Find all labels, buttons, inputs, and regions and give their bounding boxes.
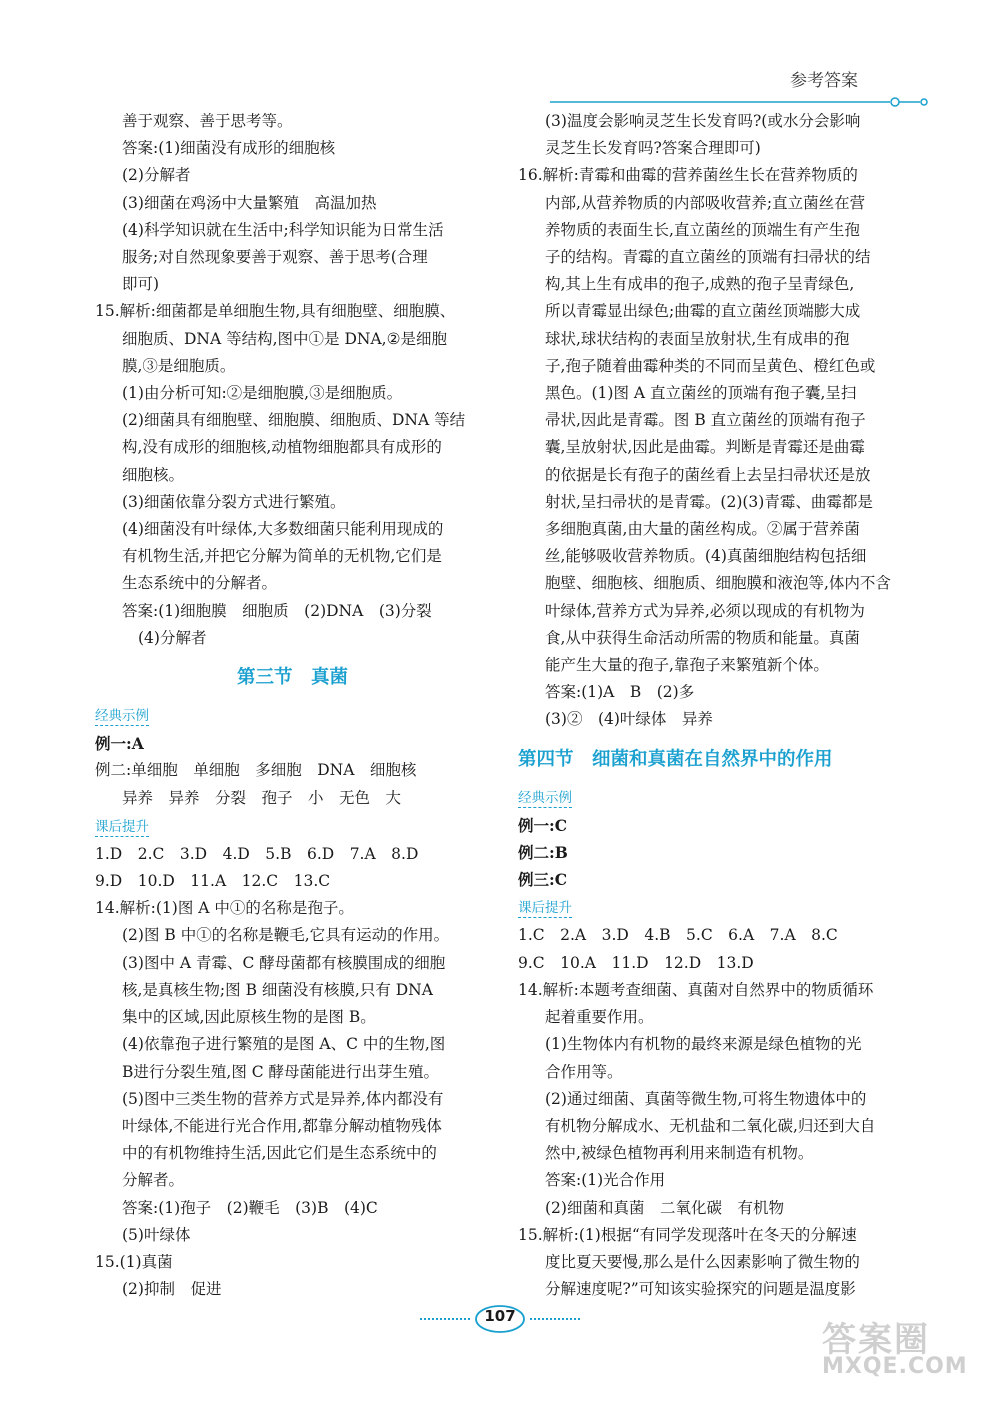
text-line: 答案:(1)光合作用 bbox=[545, 1171, 666, 1190]
text-line: (2)抑制 促进 bbox=[122, 1280, 222, 1299]
subsection-tag-row bbox=[95, 812, 490, 841]
text-line: 15.解析:细菌都是单细胞生物,具有细胞壁、细胞膜、 bbox=[95, 302, 456, 321]
text-line: 1.D 2.C 3.D 4.D 5.B 6.D 7.A 8.D bbox=[95, 844, 419, 863]
text-line: 即可) bbox=[122, 275, 160, 294]
subsection-tag-row bbox=[518, 893, 913, 922]
text-line: 9.C 10.A 11.D 12.D 13.D bbox=[518, 953, 754, 972]
text-line: 内部,从营养物质的内部吸收营养;直立菌丝在营 bbox=[545, 193, 866, 212]
text-line: 答案:(1)A B (2)多 bbox=[545, 683, 695, 702]
text-line: (3)细菌在鸡汤中大量繁殖 高温加热 bbox=[122, 193, 377, 212]
text-line: (3)细菌依靠分裂方式进行繁殖。 bbox=[122, 492, 346, 511]
text-line: 例二:B bbox=[518, 843, 568, 863]
text-line: 胞壁、细胞核、细胞质、细胞膜和液泡等,体内不含 bbox=[545, 574, 891, 593]
text-line: 1.C 2.A 3.D 4.B 5.C 6.A 7.A 8.C bbox=[518, 926, 838, 945]
subsection-tag: 经典示例 bbox=[95, 708, 149, 725]
subsection-tag: 课后提升 bbox=[95, 818, 149, 835]
text-line: 例二:单细胞 单细胞 多细胞 DNA 细胞核 bbox=[95, 761, 417, 780]
text-line: 然中,被绿色植物再利用来制造有机物。 bbox=[545, 1144, 814, 1163]
text-line: 膜,③是细胞质。 bbox=[122, 356, 236, 375]
text-line: (4)科学知识就在生活中;科学知识能为日常生活 bbox=[122, 220, 444, 239]
text-line: (3)图中 A 青霉、C 酵母菌都有核膜围成的细胞 bbox=[122, 953, 446, 972]
text-line: 能产生大量的孢子,靠孢子来繁殖新个体。 bbox=[545, 656, 829, 675]
text-line: (2)图 B 中①的名称是鞭毛,它具有运动的作用。 bbox=[122, 926, 450, 945]
text-line: 15.(1)真菌 bbox=[95, 1252, 173, 1271]
text-line: 异养 异养 分裂 孢子 小 无色 大 bbox=[122, 788, 402, 807]
text-line: 14.解析:(1)图 A 中①的名称是孢子。 bbox=[95, 899, 354, 918]
text-line: (2)细菌具有细胞壁、细胞膜、细胞质、DNA 等结 bbox=[122, 411, 466, 430]
watermark-text: 答案圈 bbox=[822, 1320, 930, 1360]
text-line: 叶绿体,不能进行光合作用,都靠分解动植物残体 bbox=[122, 1116, 442, 1135]
text-line: 养物质的表面生长,直立菌丝的顶端生有产生孢 bbox=[545, 220, 860, 239]
text-line: 细胞核。 bbox=[122, 465, 185, 484]
text-line: (2)分解者 bbox=[122, 166, 191, 185]
text-line: 起着重要作用。 bbox=[545, 1008, 654, 1027]
right-column bbox=[518, 108, 913, 1303]
text-line: 有机物分解成水、无机盐和二氧化碳,归还到大自 bbox=[545, 1116, 876, 1135]
subsection-tag: 经典示例 bbox=[518, 789, 572, 806]
left-column bbox=[95, 108, 490, 1303]
text-line: 生态系统中的分解者。 bbox=[122, 574, 278, 593]
text-line: 囊,呈放射状,因此是曲霉。判断是青霉还是曲霉 bbox=[545, 438, 865, 457]
watermark-url: MXQE.COM bbox=[822, 1354, 968, 1379]
text-line: 灵芝生长发育吗?答案合理即可) bbox=[545, 139, 761, 158]
text-line: 服务;对自然现象要善于观察、善于思考(合理 bbox=[122, 248, 428, 267]
text-line: (5)叶绿体 bbox=[122, 1225, 191, 1244]
subsection-tag-row bbox=[518, 783, 913, 812]
page-number: 107 bbox=[484, 1307, 516, 1325]
text-line: 合作用等。 bbox=[545, 1062, 623, 1081]
text-line: (4)细菌没有叶绿体,大多数细菌只能利用现成的 bbox=[122, 520, 444, 539]
text-line: 细胞质、DNA 等结构,图中①是 DNA,②是细胞 bbox=[122, 329, 447, 348]
subsection-tag-row bbox=[95, 701, 490, 730]
text-line: 射状,呈扫帚状的是青霉。(2)(3)青霉、曲霉都是 bbox=[545, 492, 873, 511]
section-heading: 第四节 细菌和真菌在自然界中的作用 bbox=[518, 748, 833, 770]
text-line: 子的结构。青霉的直立菌丝的顶端有扫帚状的结 bbox=[545, 248, 871, 267]
text-line: 所以青霉显出绿色;曲霉的直立菌丝顶端膨大成 bbox=[545, 302, 861, 321]
text-line: 帚状,因此是青霉。图 B 直立菌丝的顶端有孢子 bbox=[545, 411, 866, 430]
text-line: (1)由分析可知:②是细胞膜,③是细胞质。 bbox=[122, 384, 403, 403]
text-line: 中的有机物维持生活,因此它们是生态系统中的 bbox=[122, 1144, 437, 1163]
text-line: 答案:(1)细胞膜 细胞质 (2)DNA (3)分裂 bbox=[122, 601, 432, 620]
text-line: 答案:(1)细菌没有成形的细胞核 bbox=[122, 139, 336, 158]
text-line: 度比夏天要慢,那么是什么因素影响了微生物的 bbox=[545, 1252, 860, 1271]
text-line: 丝,能够吸收营养物质。(4)真菌细胞结构包括细 bbox=[545, 547, 867, 566]
text-line: 例一:A bbox=[95, 734, 144, 754]
section-heading: 第三节 真菌 bbox=[236, 667, 348, 689]
text-line: 集中的区域,因此原核生物的是图 B。 bbox=[122, 1008, 376, 1027]
text-line: 食,从中获得生命活动所需的物质和能量。真菌 bbox=[545, 628, 860, 647]
text-line: 构,其上生有成串的孢子,成熟的孢子呈青绿色, bbox=[545, 275, 855, 294]
text-line: 的依据是长有孢子的菌丝看上去呈扫帚状还是放 bbox=[545, 465, 871, 484]
text-line: 14.解析:本题考查细菌、真菌对自然界中的物质循环 bbox=[518, 980, 874, 999]
text-line: 答案:(1)孢子 (2)鞭毛 (3)B (4)C bbox=[122, 1198, 378, 1217]
text-line: 子,孢子随着曲霉种类的不同而呈黄色、橙红色或 bbox=[545, 356, 876, 375]
text-line: 叶绿体,营养方式为异养,必须以现成的有机物为 bbox=[545, 601, 865, 620]
text-line: (4)依靠孢子进行繁殖的是图 A、C 中的生物,图 bbox=[122, 1035, 446, 1054]
text-line: 9.D 10.D 11.A 12.C 13.C bbox=[95, 872, 331, 891]
text-line: 黑色。(1)图 A 直立菌丝的顶端有孢子囊,呈扫 bbox=[545, 384, 857, 403]
text-line: 核,是真核生物;图 B 细菌没有核膜,只有 DNA bbox=[122, 980, 433, 999]
text-line: 分解者。 bbox=[122, 1171, 185, 1190]
text-line: 善于观察、善于思考等。 bbox=[122, 112, 293, 130]
running-header-title: 参考答案 bbox=[790, 71, 858, 91]
text-line: (3)② (4)叶绿体 异养 bbox=[545, 710, 713, 729]
text-line: 构,没有成形的细胞核,动植物细胞都具有成形的 bbox=[122, 438, 442, 457]
text-line: (5)图中三类生物的营养方式是异养,体内都没有 bbox=[122, 1089, 444, 1108]
text-line: (2)细菌和真菌 二氧化碳 有机物 bbox=[545, 1198, 784, 1217]
text-line: (3)温度会影响灵芝生长发育吗?(或水分会影响 bbox=[545, 112, 861, 130]
text-line: 有机物生活,并把它分解为简单的无机物,它们是 bbox=[122, 547, 442, 566]
text-line: (4)分解者 bbox=[138, 628, 207, 647]
subsection-tag: 课后提升 bbox=[518, 900, 572, 917]
text-line: 16.解析:青霉和曲霉的营养菌丝生长在营养物质的 bbox=[518, 166, 858, 185]
text-line: 分解速度呢?”可知该实验探究的问题是温度影 bbox=[545, 1280, 856, 1299]
text-line: 15.解析:(1)根据“有同学发现落叶在冬天的分解速 bbox=[518, 1225, 857, 1244]
text-line: 例三:C bbox=[518, 870, 568, 890]
text-line: 例一:C bbox=[518, 815, 568, 835]
text-line: 多细胞真菌,由大量的菌丝构成。②属于营养菌 bbox=[545, 520, 860, 539]
text-line: (1)生物体内有机物的最终来源是绿色植物的光 bbox=[545, 1035, 862, 1054]
text-line: B进行分裂生殖,图 C 酵母菌能进行出芽生殖。 bbox=[122, 1062, 440, 1081]
text-line: 球状,球状结构的表面呈放射状,生有成串的孢 bbox=[545, 329, 850, 348]
text-line: (2)通过细菌、真菌等微生物,可将生物遗体中的 bbox=[545, 1089, 867, 1108]
header-decoration-line bbox=[550, 96, 930, 108]
watermark-logo bbox=[822, 1312, 968, 1379]
